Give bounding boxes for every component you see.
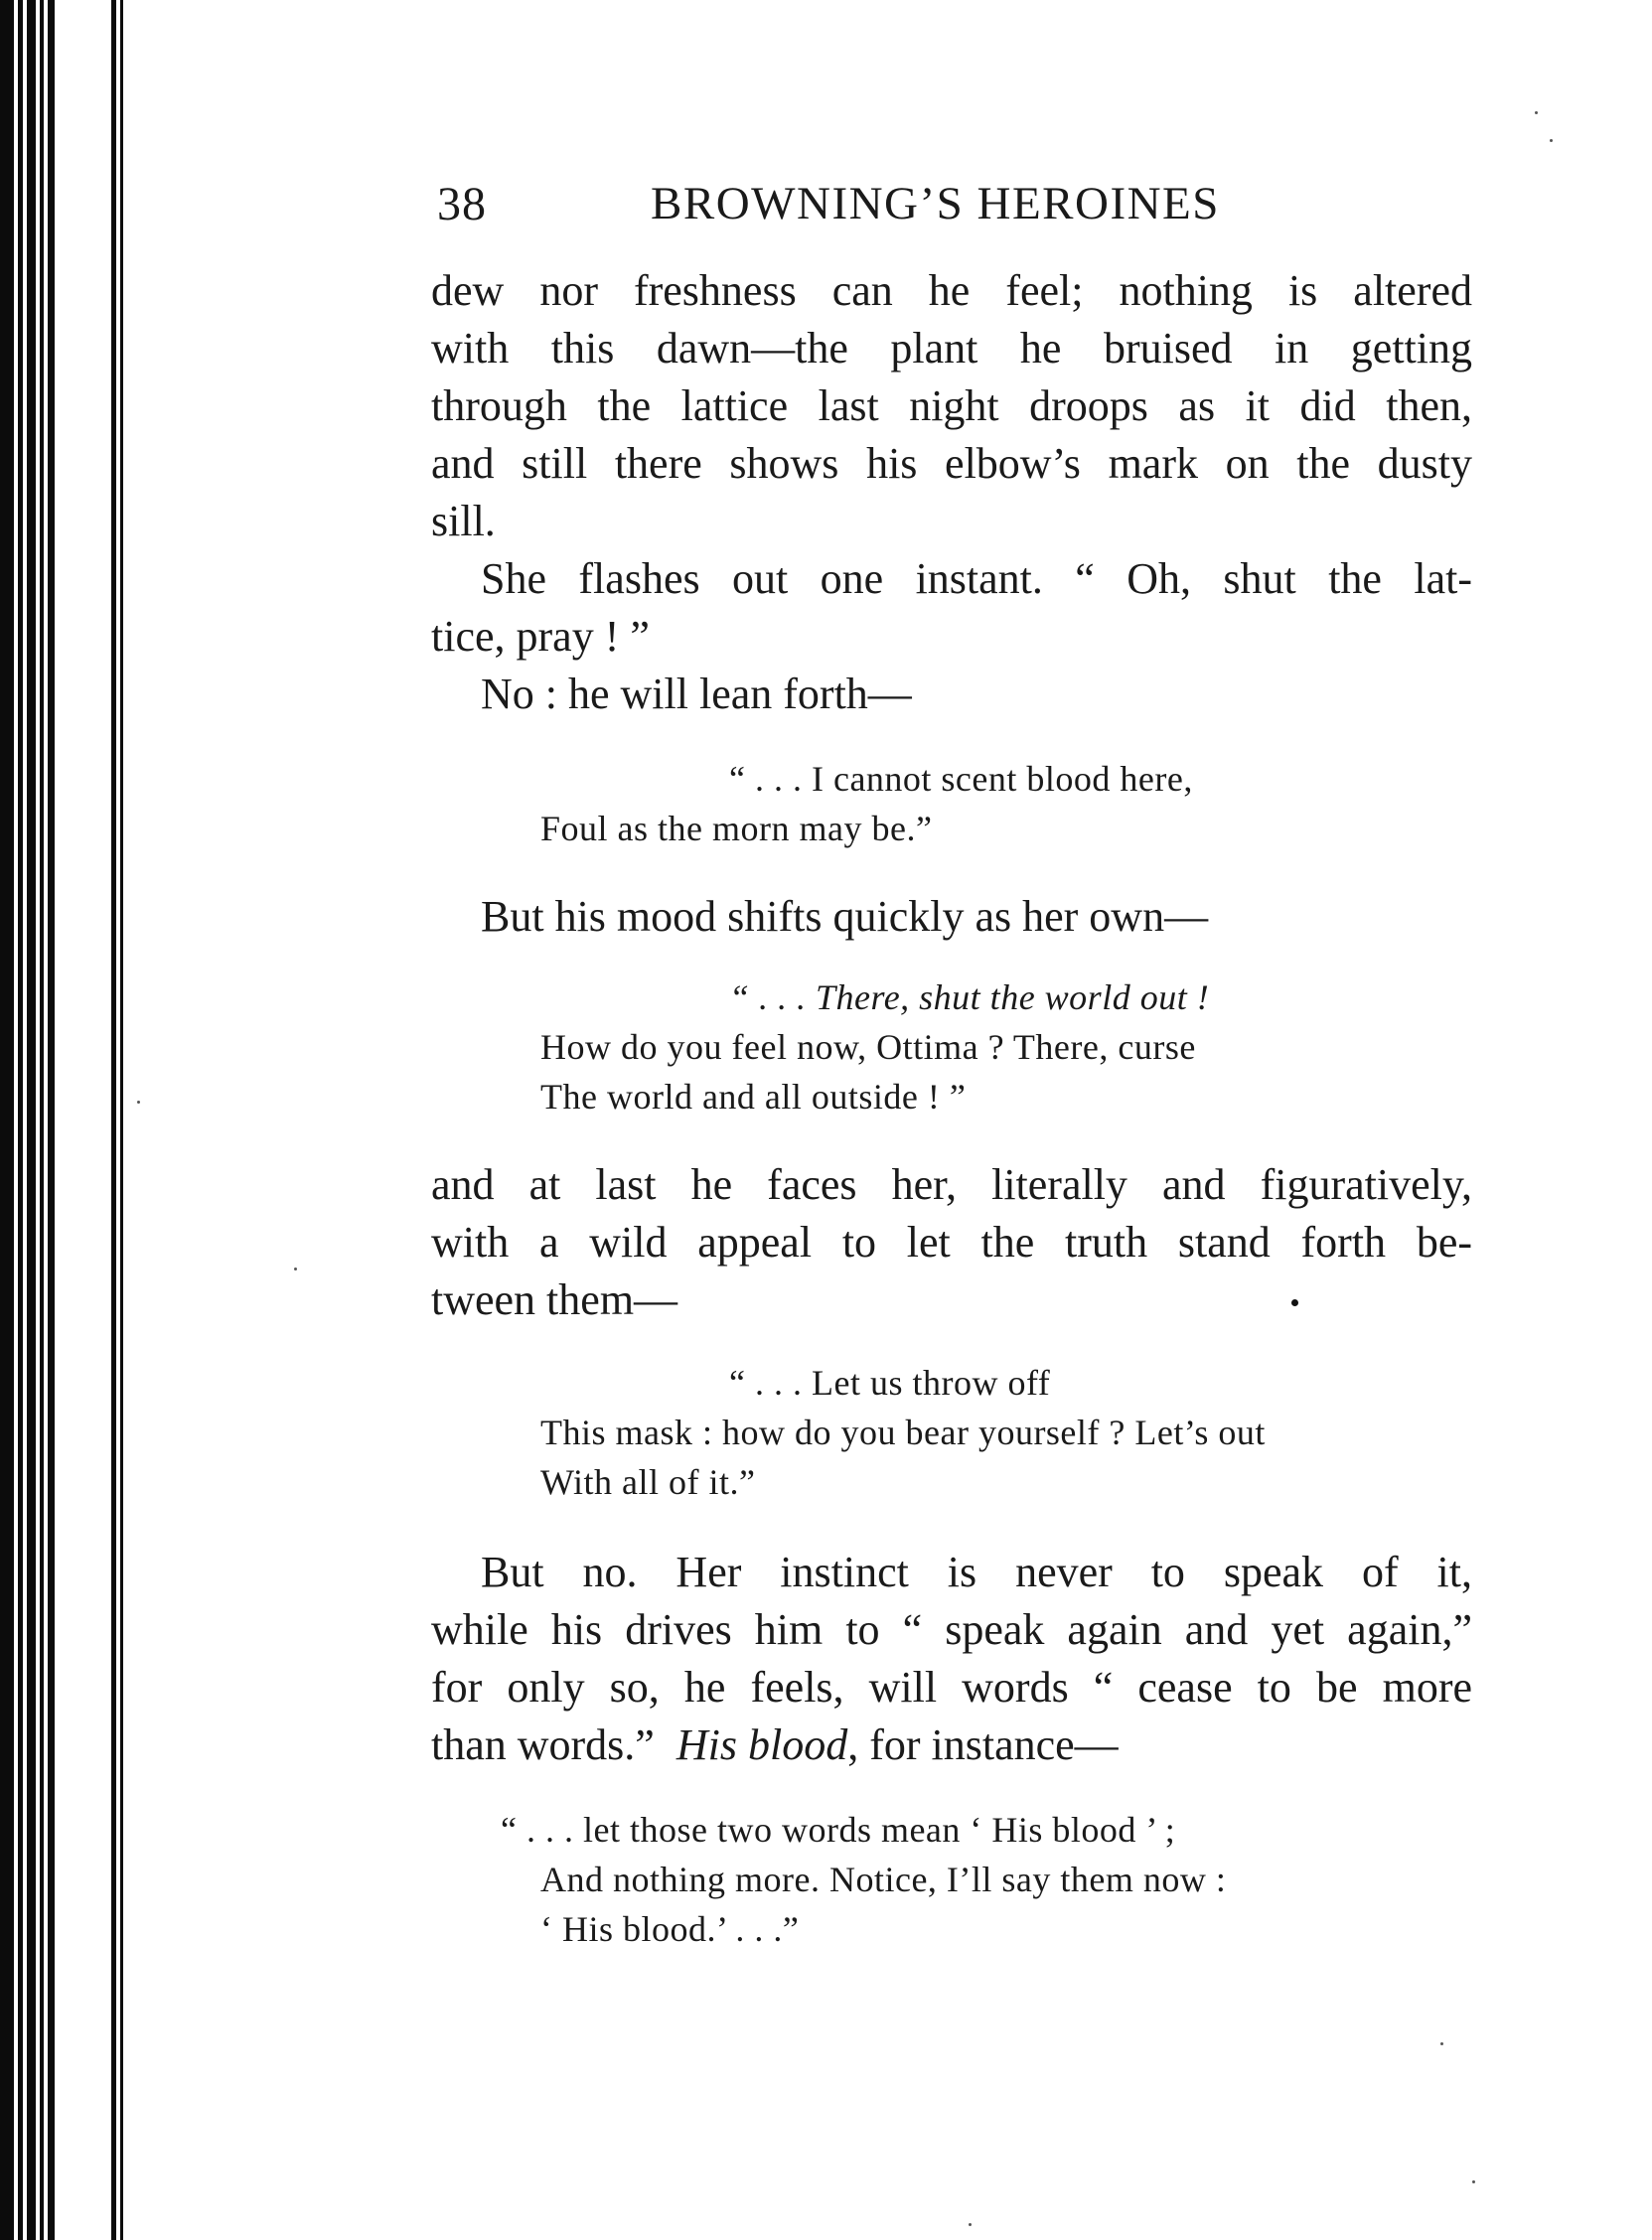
paper-speck <box>1535 111 1538 114</box>
text-run: than words.” <box>431 1720 655 1769</box>
paragraph-line: tice, pray ! ” <box>431 612 650 661</box>
paper-speck <box>294 1268 297 1270</box>
ink-speck <box>1291 1299 1298 1306</box>
paragraph-line: tween them— <box>431 1275 678 1324</box>
paragraph-line: and still there shows his elbow’s mark on the dusty <box>431 439 1472 488</box>
verse-line: ‘ His blood.’ . . .” <box>540 1909 800 1949</box>
page-header <box>437 177 1272 256</box>
paragraph-line: But his mood shifts quickly as her own— <box>481 892 1209 941</box>
paper-speck <box>1472 2180 1475 2183</box>
verse-line <box>729 973 1209 1021</box>
verse-line: Foul as the morn may be.” <box>540 809 933 848</box>
paragraph-line: No : he will lean forth— <box>481 670 912 718</box>
page-number: 38 <box>437 178 487 230</box>
paper-speck <box>137 1101 140 1104</box>
paragraph-line: She flashes out one instant. “ Oh, shut the lat- <box>481 554 1472 603</box>
paragraph-line: while his drives him to “ speak again and yet again,” <box>431 1605 1472 1654</box>
book-spine-gutter <box>0 0 129 2240</box>
verse-line: This mask : how do you bear yourself ? Let’s out <box>540 1413 1266 1452</box>
paragraph-line <box>431 1717 1119 1774</box>
paragraph-line: sill. <box>431 497 496 545</box>
verse-line: The world and all outside ! ” <box>540 1077 967 1117</box>
verse-line: “ . . . I cannot scent blood here, <box>729 759 1193 799</box>
italic-phrase: His blood <box>676 1720 848 1769</box>
paper-speck <box>1550 139 1553 142</box>
paragraph-line: with this dawn—the plant he bruised in getting <box>431 324 1472 373</box>
verse-line: How do you feel now, Ottima ? There, curse <box>540 1027 1196 1067</box>
paragraph-line: through the lattice last night droops as it did then, <box>431 381 1472 430</box>
verse-line: And nothing more. Notice, I’ll say them now : <box>540 1860 1227 1899</box>
verse-line: “ . . . let those two words mean ‘ His blood ’ ; <box>501 1810 1176 1850</box>
paragraph-line: But no. Her instinct is never to speak of it, <box>481 1548 1472 1596</box>
paragraph-line: dew nor freshness can he feel; nothing is altered <box>431 266 1472 315</box>
running-title: BROWNING’S HEROINES <box>651 178 1220 229</box>
paragraph-line: with a wild appeal to let the truth stand forth be- <box>431 1218 1472 1267</box>
verse-line: With all of it.” <box>540 1462 756 1502</box>
verse-italic: “ . . . There, shut the world out ! <box>729 977 1210 1017</box>
paragraph-line: and at last he faces her, literally and figuratively, <box>431 1160 1472 1209</box>
page-body <box>431 262 1484 2011</box>
paper-speck <box>969 2223 972 2226</box>
verse-line: “ . . . Let us throw off <box>729 1363 1051 1403</box>
text-run: , for instance— <box>847 1720 1119 1769</box>
paper-speck <box>1440 2042 1443 2045</box>
paragraph-line: for only so, he feels, will words “ cease to be more <box>431 1663 1472 1712</box>
